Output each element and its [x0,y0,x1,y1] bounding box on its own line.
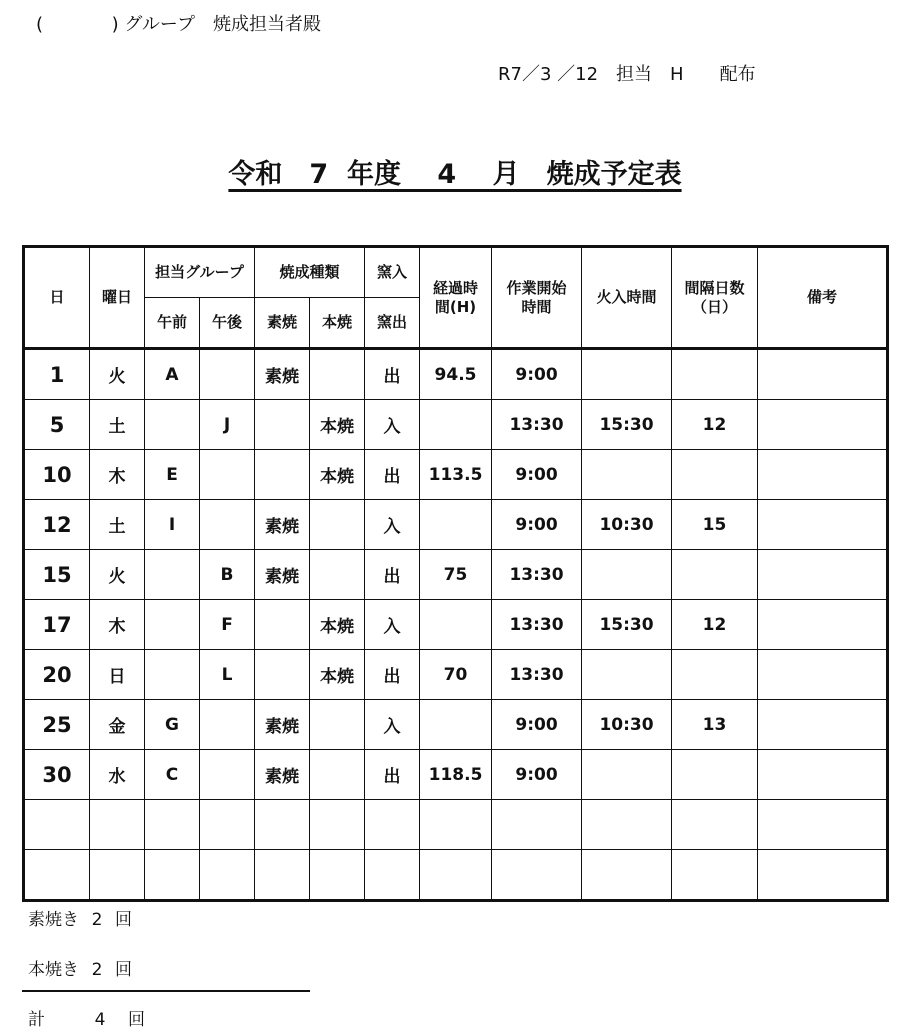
cell-fire-start [582,850,672,901]
cell-notes [758,450,888,500]
cell-bisque: 素焼 [255,349,310,400]
header-weekday: 曜日 [90,247,145,349]
cell-glaze [310,800,365,850]
header-group: 担当グループ [145,247,255,298]
cell-day: 17 [24,600,90,650]
table-row [24,650,888,700]
cell-kiln: 出 [365,650,420,700]
cell-elapsed: 94.5 [420,349,492,400]
cell-glaze [310,550,365,600]
summary-total-label: 計 [28,1010,45,1030]
table-row [24,450,888,500]
header-elapsed: 経過時 間(H) [420,247,492,349]
cell-interval [672,349,758,400]
cell-notes [758,550,888,600]
cell-kiln [365,850,420,901]
summary-divider [22,990,310,992]
table-row [24,600,888,650]
header-kiln-in: 窯入 [365,247,420,298]
cell-morning-group: C [145,750,200,800]
cell-kiln: 入 [365,500,420,550]
cell-weekday: 日 [90,650,145,700]
cell-glaze: 本焼 [310,400,365,450]
cell-morning-group: I [145,500,200,550]
cell-afternoon-group: B [200,550,255,600]
cell-weekday: 水 [90,750,145,800]
header-interval: 間隔日数 （日） [672,247,758,349]
cell-notes [758,349,888,400]
cell-kiln: 出 [365,750,420,800]
table-row [24,400,888,450]
cell-day [24,800,90,850]
cell-afternoon-group [200,349,255,400]
cell-fire-start [582,650,672,700]
header-morning: 午前 [145,298,200,349]
cell-work-start: 9:00 [492,349,582,400]
cell-morning-group [145,400,200,450]
summary-bisque-unit: 回 [115,910,132,930]
cell-kiln: 出 [365,349,420,400]
cell-day: 12 [24,500,90,550]
cell-morning-group: G [145,700,200,750]
cell-glaze [310,500,365,550]
cell-work-start: 13:30 [492,400,582,450]
cell-kiln: 出 [365,550,420,600]
cell-elapsed: 113.5 [420,450,492,500]
cell-day: 5 [24,400,90,450]
summary-glaze-label: 本焼き [28,960,79,980]
cell-elapsed: 70 [420,650,492,700]
cell-work-start: 13:30 [492,550,582,600]
cell-afternoon-group: L [200,650,255,700]
cell-kiln: 入 [365,700,420,750]
cell-elapsed [420,400,492,450]
cell-day: 15 [24,550,90,600]
cell-kiln: 出 [365,450,420,500]
header-work-start: 作業開始 時間 [492,247,582,349]
cell-work-start: 9:00 [492,500,582,550]
cell-weekday [90,850,145,901]
summary-total-unit: 回 [128,1010,145,1030]
table-row [24,850,888,901]
firing-schedule-table [22,245,889,902]
cell-kiln: 入 [365,600,420,650]
cell-interval: 13 [672,700,758,750]
cell-notes [758,500,888,550]
cell-afternoon-group: F [200,600,255,650]
cell-kiln: 入 [365,400,420,450]
cell-interval: 15 [672,500,758,550]
cell-afternoon-group [200,850,255,901]
cell-interval [672,650,758,700]
cell-bisque: 素焼 [255,750,310,800]
cell-bisque: 素焼 [255,500,310,550]
cell-weekday: 木 [90,450,145,500]
table-row [24,500,888,550]
summary-bisque [28,905,132,930]
addressee-line: ( ) グループ 焼成担当者殿 [36,14,321,35]
cell-interval [672,750,758,800]
header-day: 日 [24,247,90,349]
table-row [24,800,888,850]
cell-bisque: 素焼 [255,550,310,600]
page-title [0,152,910,191]
table-row [24,750,888,800]
cell-interval [672,450,758,500]
cell-notes [758,800,888,850]
cell-day [24,850,90,901]
cell-bisque [255,800,310,850]
cell-day: 25 [24,700,90,750]
cell-morning-group: A [145,349,200,400]
summary-bisque-count: 2 [91,910,103,930]
page-title-text: 令和 7 年度 4 月 焼成予定表 [228,159,682,190]
cell-glaze [310,850,365,901]
cell-weekday: 火 [90,550,145,600]
cell-interval [672,800,758,850]
cell-bisque [255,600,310,650]
cell-weekday: 土 [90,400,145,450]
cell-fire-start [582,550,672,600]
cell-work-start: 9:00 [492,700,582,750]
cell-afternoon-group [200,750,255,800]
header-fire-start: 火入時間 [582,247,672,349]
cell-kiln [365,800,420,850]
cell-notes [758,600,888,650]
cell-fire-start: 15:30 [582,600,672,650]
cell-bisque [255,650,310,700]
cell-bisque [255,450,310,500]
cell-work-start: 9:00 [492,450,582,500]
header-glaze: 本焼 [310,298,365,349]
cell-fire-start: 10:30 [582,500,672,550]
summary-glaze-unit: 回 [115,960,132,980]
cell-bisque [255,400,310,450]
cell-fire-start [582,750,672,800]
cell-morning-group [145,550,200,600]
cell-elapsed: 75 [420,550,492,600]
cell-interval [672,850,758,901]
cell-notes [758,850,888,901]
cell-notes [758,650,888,700]
cell-afternoon-group [200,500,255,550]
cell-morning-group [145,600,200,650]
cell-fire-start [582,349,672,400]
cell-glaze: 本焼 [310,650,365,700]
cell-elapsed [420,700,492,750]
cell-day: 30 [24,750,90,800]
cell-work-start: 13:30 [492,600,582,650]
cell-morning-group [145,850,200,901]
cell-morning-group [145,650,200,700]
cell-bisque: 素焼 [255,700,310,750]
summary-glaze [28,955,132,980]
cell-elapsed [420,500,492,550]
cell-work-start [492,800,582,850]
cell-work-start: 13:30 [492,650,582,700]
cell-afternoon-group [200,800,255,850]
cell-notes [758,700,888,750]
header-kiln-out: 窯出 [365,298,420,349]
cell-interval: 12 [672,600,758,650]
summary-total-count: 4 [94,1010,106,1030]
cell-glaze [310,700,365,750]
cell-day: 10 [24,450,90,500]
cell-day: 1 [24,349,90,400]
cell-fire-start: 10:30 [582,700,672,750]
header-afternoon: 午後 [200,298,255,349]
cell-fire-start: 15:30 [582,400,672,450]
cell-notes [758,750,888,800]
cell-afternoon-group: J [200,400,255,450]
cell-elapsed [420,800,492,850]
summary-bisque-label: 素焼き [28,910,79,930]
cell-work-start [492,850,582,901]
cell-glaze: 本焼 [310,450,365,500]
cell-glaze [310,349,365,400]
cell-afternoon-group [200,700,255,750]
cell-interval: 12 [672,400,758,450]
cell-bisque [255,850,310,901]
cell-day: 20 [24,650,90,700]
cell-weekday: 火 [90,349,145,400]
header-firing-type: 焼成種類 [255,247,365,298]
cell-work-start: 9:00 [492,750,582,800]
header-notes: 備考 [758,247,888,349]
cell-afternoon-group [200,450,255,500]
cell-fire-start [582,800,672,850]
cell-weekday [90,800,145,850]
cell-morning-group [145,800,200,850]
cell-elapsed [420,600,492,650]
summary-total [28,1005,145,1030]
table-row [24,550,888,600]
cell-weekday: 土 [90,500,145,550]
cell-elapsed [420,850,492,901]
header-bisque: 素焼 [255,298,310,349]
cell-notes [758,400,888,450]
table-row [24,349,888,400]
cell-fire-start [582,450,672,500]
distribution-info: R7／3 ／12 担当 H 配布 [498,64,756,85]
cell-morning-group: E [145,450,200,500]
cell-weekday: 木 [90,600,145,650]
cell-glaze [310,750,365,800]
cell-glaze: 本焼 [310,600,365,650]
cell-elapsed: 118.5 [420,750,492,800]
summary-glaze-count: 2 [91,960,103,980]
table-row [24,700,888,750]
cell-interval [672,550,758,600]
cell-weekday: 金 [90,700,145,750]
